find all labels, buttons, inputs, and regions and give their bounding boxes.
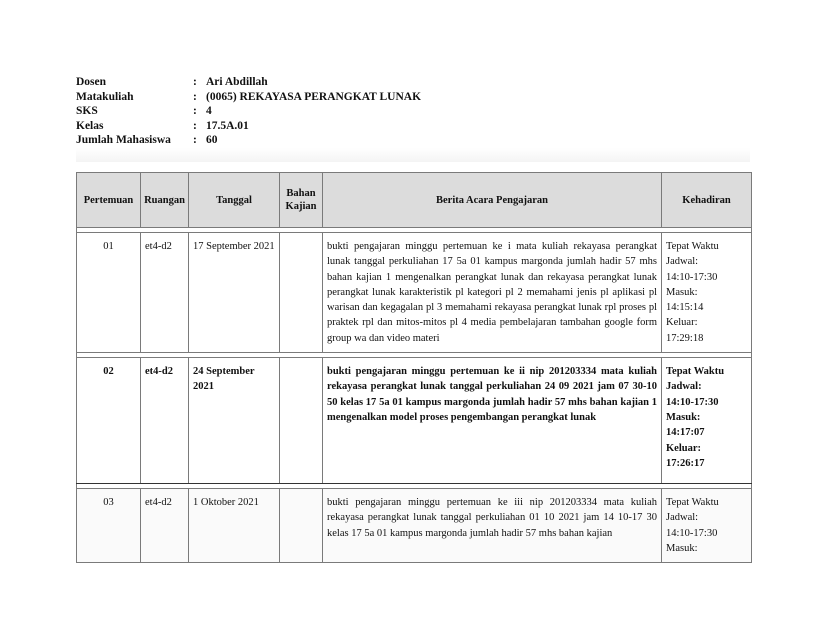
jadwal-label: Jadwal: xyxy=(666,256,699,268)
dosen-value: Ari Abdillah xyxy=(206,76,268,88)
info-row-kelas xyxy=(76,119,421,134)
cell-berita: bukti pengajaran minggu pertemuan ke ii nip 201203334 mata kuliah rekayasa perangkat lunak tanggal perkuliahan 24 09 2021 jam 07 30-10 50 kelas 17 5a 01 kampus margonda jumlah hadir 57 mhs bahan kajian 1 mengenalkan model proses pengembangan perangkat lunak xyxy=(323,358,662,484)
info-row-sks xyxy=(76,104,421,119)
table-row xyxy=(77,233,752,353)
jadwal-label: Jadwal: xyxy=(666,512,699,524)
separator: : xyxy=(193,76,197,88)
cell-kehadiran xyxy=(662,489,752,563)
masuk-value: 14:17:07 xyxy=(666,427,705,439)
jumlah-value: 60 xyxy=(206,134,218,147)
masuk-label: Masuk: xyxy=(666,286,698,298)
cell-tanggal: 17 September 2021 xyxy=(189,233,280,353)
cell-pertemuan: 02 xyxy=(77,358,141,484)
cell-berita: bukti pengajaran minggu pertemuan ke i mata kuliah rekayasa perangkat lunak tanggal perkuliahan 17 5a 01 kampus margonda jumlah hadir 57 mhs bahan kajian 1 mengenalkan perangkat lunak dan rekayasa perangkat lunak perangkat lunak karakteristik pl kategori pl 2 memahami jenis pl aplikasi pl warisan dan kegagalan pl 3 memahami rekayasa perangkat lunak rpl proses pl praktek rpl dan mitos-mitos pl 4 media pembelajaran tambahan google form group wa dan video materi xyxy=(323,233,662,353)
course-info xyxy=(76,75,421,148)
kelas-label: Kelas xyxy=(76,119,104,132)
sks-value: 4 xyxy=(206,105,212,118)
table-row xyxy=(77,489,752,563)
cell-bahan-kajian xyxy=(280,358,323,484)
col-header-berita: Berita Acara Pengajaran xyxy=(323,173,662,228)
jadwal-label: Jadwal: xyxy=(666,381,702,393)
teaching-log-table xyxy=(76,172,752,563)
col-header-ruangan: Ruangan xyxy=(141,173,189,228)
matakuliah-value: (0065) REKAYASA PERANGKAT LUNAK xyxy=(206,90,422,103)
cell-pertemuan: 03 xyxy=(77,489,141,563)
cell-bahan-kajian xyxy=(280,489,323,563)
info-row-dosen xyxy=(76,75,421,90)
masuk-label: Masuk: xyxy=(666,542,698,554)
cell-bahan-kajian xyxy=(280,233,323,353)
separator: : xyxy=(193,134,197,147)
matakuliah-label: Matakuliah xyxy=(76,90,134,103)
masuk-value: 14:15:14 xyxy=(666,302,704,314)
cell-ruangan: et4-d2 xyxy=(141,358,189,484)
kehadiran-status: Tepat Waktu xyxy=(666,241,719,252)
header-divider-band xyxy=(76,148,750,162)
keluar-label: Keluar: xyxy=(666,317,698,329)
sks-label: SKS xyxy=(76,105,98,118)
col-header-pertemuan: Pertemuan xyxy=(77,173,141,228)
info-row-jumlah xyxy=(76,133,421,148)
keluar-value: 17:29:18 xyxy=(666,332,704,344)
cell-ruangan: et4-d2 xyxy=(141,233,189,353)
kelas-value: 17.5A.01 xyxy=(206,119,249,132)
cell-tanggal: 24 September 2021 xyxy=(189,358,280,484)
table-row xyxy=(77,358,752,484)
cell-ruangan: et4-d2 xyxy=(141,489,189,563)
table-header-row xyxy=(77,173,752,228)
jadwal-value: 14:10-17:30 xyxy=(666,527,718,539)
cell-pertemuan: 01 xyxy=(77,233,141,353)
cell-kehadiran xyxy=(662,358,752,484)
cell-berita: bukti pengajaran minggu pertemuan ke iii nip 201203334 mata kuliah rekayasa perangkat lunak tanggal perkuliahan 01 10 2021 jam 14 10-17 30 kelas 17 5a 01 kampus margonda jumlah hadir 57 mhs bahan kajian xyxy=(323,489,662,563)
col-header-tanggal: Tanggal xyxy=(189,173,280,228)
kehadiran-status: Tepat Waktu xyxy=(666,497,719,509)
keluar-value: 17:26:17 xyxy=(666,457,705,469)
jadwal-value: 14:10-17:30 xyxy=(666,271,718,283)
keluar-label: Keluar: xyxy=(666,442,701,454)
kehadiran-status: Tepat Waktu xyxy=(666,366,725,378)
dosen-label: Dosen xyxy=(76,76,107,88)
cell-tanggal: 1 Oktober 2021 xyxy=(189,489,280,563)
col-header-kehadiran: Kehadiran xyxy=(662,173,752,228)
cell-kehadiran xyxy=(662,233,752,353)
jadwal-value: 14:10-17:30 xyxy=(666,396,719,408)
masuk-label: Masuk: xyxy=(666,411,701,423)
separator: : xyxy=(193,90,197,103)
separator: : xyxy=(193,105,197,118)
jumlah-label: Jumlah Mahasiswa xyxy=(76,134,171,147)
col-header-bahan-kajian: Bahan Kajian xyxy=(280,173,323,228)
separator: : xyxy=(193,119,197,132)
info-row-matakuliah xyxy=(76,90,421,105)
